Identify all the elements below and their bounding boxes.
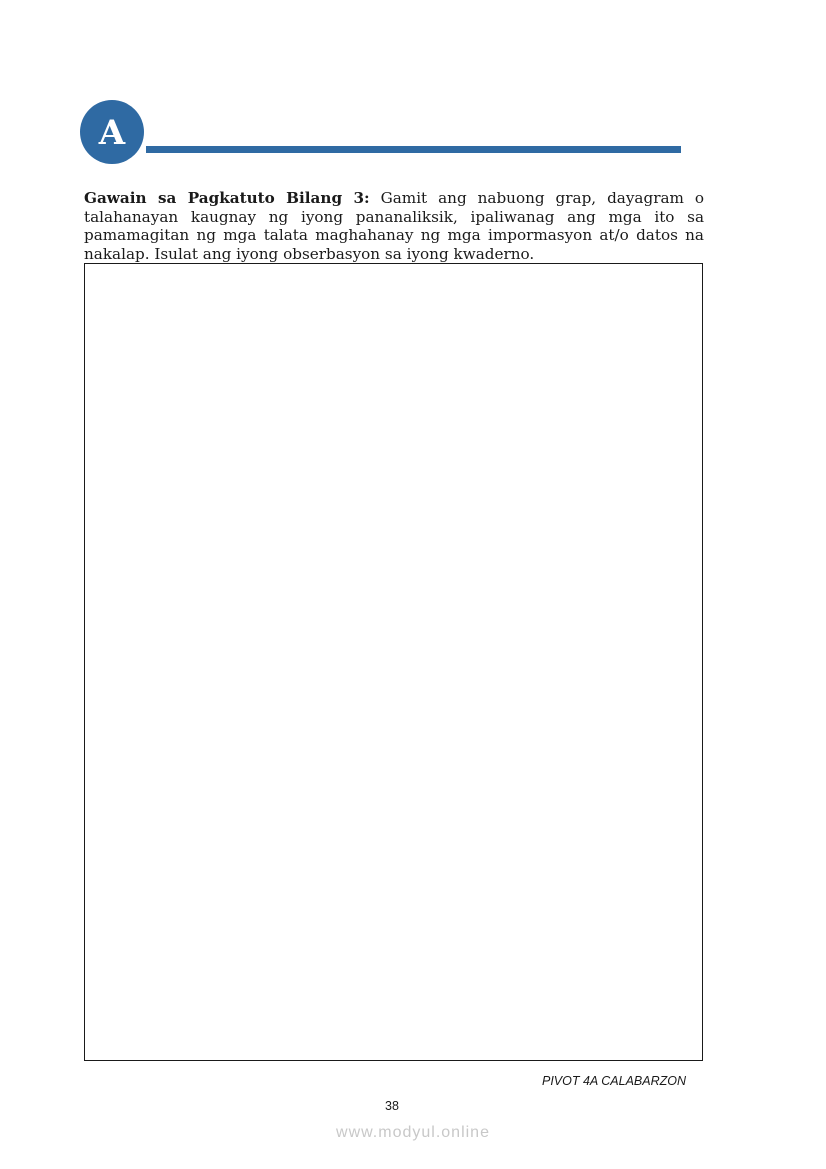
activity-instructions bbox=[84, 189, 704, 263]
section-divider bbox=[146, 146, 681, 153]
activity-title: Gawain sa Pagkatuto Bilang 3: bbox=[84, 189, 370, 208]
section-letter-badge bbox=[80, 100, 144, 164]
section-letter: A bbox=[98, 113, 126, 153]
answer-box bbox=[84, 263, 703, 1061]
watermark: www.modyul.online bbox=[336, 1124, 490, 1141]
activity-body: Gamit ang nabuong grap, dayagram o talahanayan kaugnay ng iyong pananaliksik, ipaliwanag ang mga ito sa pamamagitan ng mga talata maghahanay ng mga impormasyon at/o datos na nakalap. Isulat ang iyong obserbasyon sa iyong kwaderno. bbox=[84, 189, 705, 263]
page-number: 38 bbox=[385, 1099, 399, 1113]
footer-label: PIVOT 4A CALABARZON bbox=[542, 1074, 687, 1088]
